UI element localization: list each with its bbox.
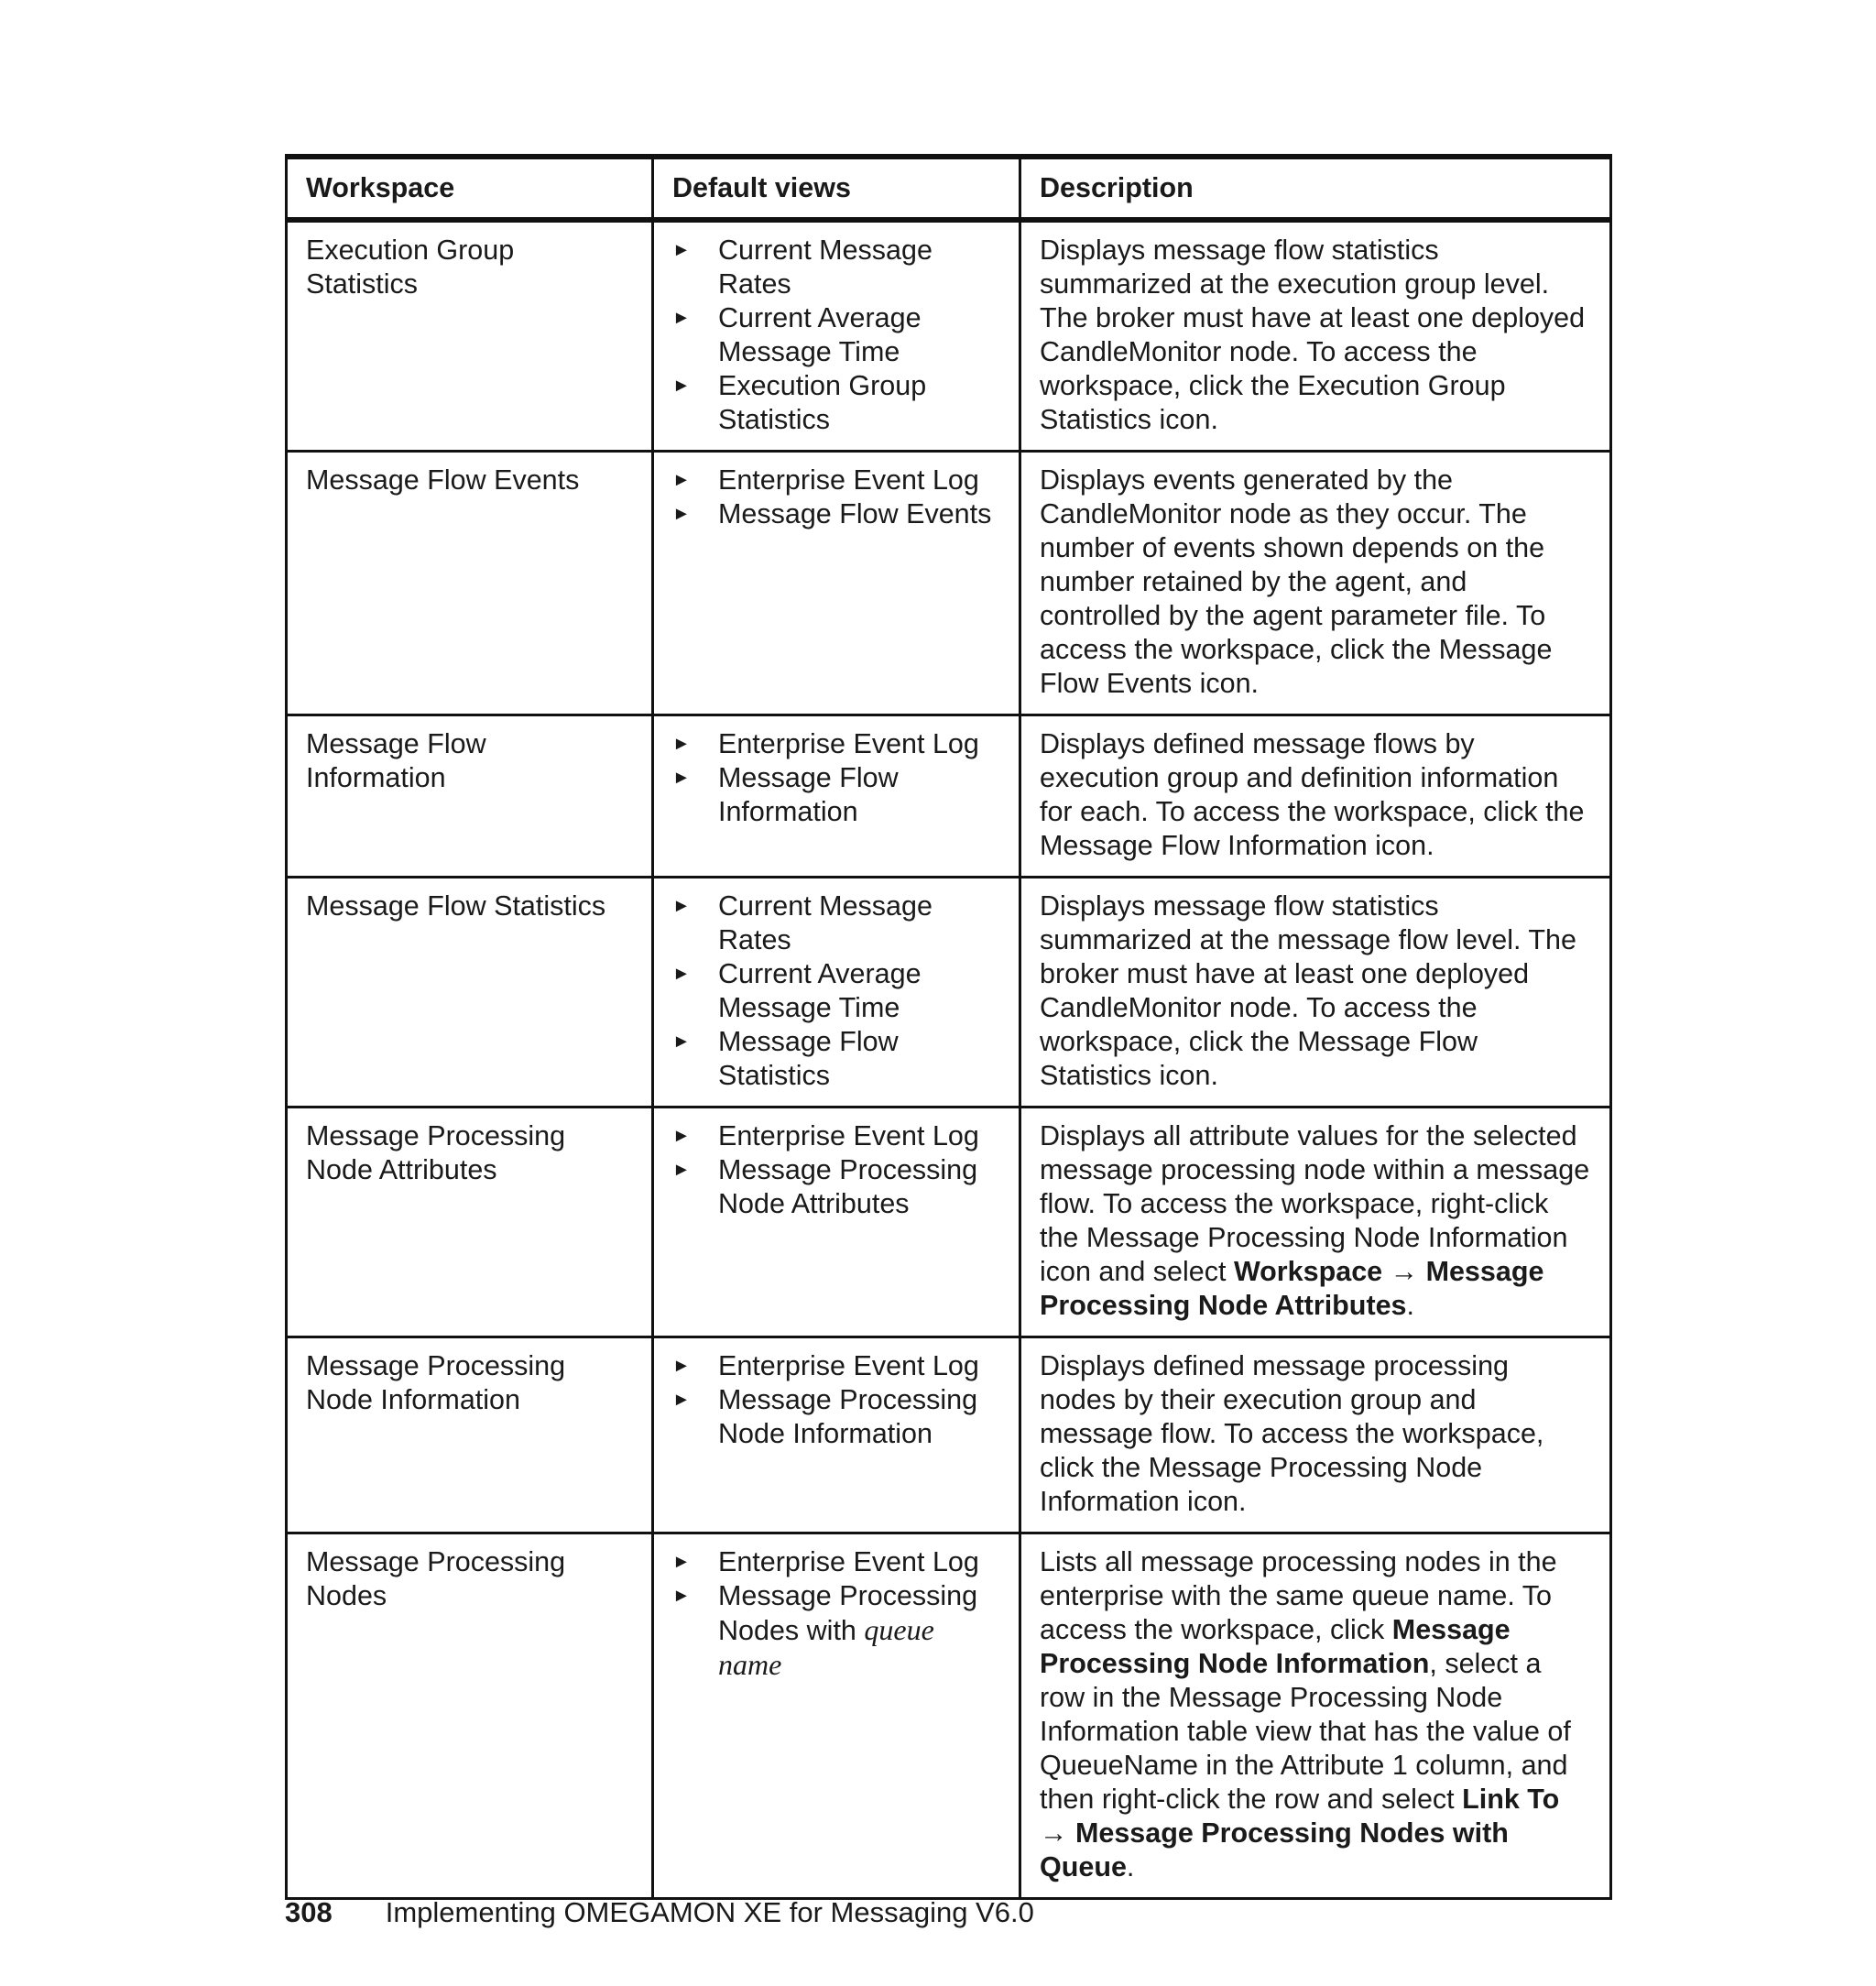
view-label: Enterprise Event Log	[718, 1120, 979, 1151]
view-label: Message Processing Nodes with	[718, 1580, 978, 1646]
description-bold-text: Workspace → Message Processing Node Attributes	[1040, 1256, 1544, 1321]
view-label: Current Average Message Time	[718, 302, 922, 367]
bullet-arrow-icon: ►	[672, 1031, 691, 1052]
view-item	[672, 727, 1000, 761]
view-label: Message Flow Information	[718, 762, 899, 827]
header-default-views: Default views	[653, 157, 1020, 220]
description-text: Displays events generated by the CandleMonitor node as they occur. The number of events shown depends on the number retained by the agent, and controlled by the agent parameter file. To access the workspace, click the Message Flow Events icon.	[1040, 464, 1553, 699]
view-item	[672, 234, 1000, 301]
bullet-arrow-icon: ►	[672, 376, 691, 396]
cell-workspace: Message Flow Statistics	[287, 878, 653, 1108]
view-item	[672, 761, 1000, 829]
bullet-arrow-icon: ►	[672, 1390, 691, 1410]
description-text: .	[1126, 1851, 1135, 1882]
view-item	[672, 1025, 1000, 1093]
view-item	[672, 1383, 1000, 1451]
views-list	[672, 889, 1000, 1093]
view-label: Enterprise Event Log	[718, 728, 979, 759]
cell-description	[1020, 220, 1611, 452]
views-list	[672, 234, 1000, 437]
view-item	[672, 1579, 1000, 1683]
description-text: Displays all attribute values for the selected message processing node within a message flow. To access the workspace, right-click the Message Processing Node Information icon and select	[1040, 1120, 1590, 1287]
view-label: Message Flow Events	[718, 498, 992, 529]
description-bold-text: Message Processing Node Information	[1040, 1614, 1511, 1679]
description-text: Displays defined message processing nodes by their execution group and message flow. To access the workspace, click the Message Processing Node Information icon.	[1040, 1350, 1544, 1517]
bullet-arrow-icon: ►	[672, 308, 691, 328]
view-label: Current Message Rates	[718, 235, 933, 300]
view-label: Message Processing Node Information	[718, 1384, 978, 1449]
bullet-arrow-icon: ►	[672, 896, 691, 916]
bullet-arrow-icon: ►	[672, 504, 691, 524]
view-item	[672, 301, 1000, 369]
cell-default-views	[653, 220, 1020, 452]
cell-workspace: Execution Group Statistics	[287, 220, 653, 452]
table-row	[287, 220, 1611, 452]
bullet-arrow-icon: ►	[672, 964, 691, 984]
header-workspace: Workspace	[287, 157, 653, 220]
view-item	[672, 889, 1000, 957]
cell-description	[1020, 1337, 1611, 1533]
views-list	[672, 1545, 1000, 1683]
description-text: Displays defined message flows by execution group and definition information for each. To access the workspace, click the Message Flow Information icon.	[1040, 728, 1585, 861]
table-row	[287, 452, 1611, 715]
cell-workspace: Message Processing Node Attributes	[287, 1108, 653, 1337]
view-item	[672, 369, 1000, 437]
book-title: Implementing OMEGAMON XE for Messaging V6.0	[385, 1896, 1034, 1928]
table-row	[287, 1108, 1611, 1337]
bullet-arrow-icon: ►	[672, 1126, 691, 1146]
description-text: Displays message flow statistics summarized at the execution group level. The broker must have at least one deployed CandleMonitor node. To access the workspace, click the Execution Group Statistics icon.	[1040, 235, 1586, 435]
view-item	[672, 464, 1000, 497]
page-footer	[285, 1894, 1034, 1931]
cell-description	[1020, 715, 1611, 878]
view-label: Enterprise Event Log	[718, 1350, 979, 1381]
description-text: .	[1406, 1290, 1415, 1321]
view-item	[672, 1119, 1000, 1153]
table-row	[287, 1533, 1611, 1899]
bullet-arrow-icon: ►	[672, 240, 691, 260]
bullet-arrow-icon: ►	[672, 1586, 691, 1606]
cell-default-views	[653, 1337, 1020, 1533]
cell-description	[1020, 878, 1611, 1108]
cell-workspace: Message Flow Events	[287, 452, 653, 715]
view-item	[672, 1349, 1000, 1383]
cell-default-views	[653, 452, 1020, 715]
view-item	[672, 1545, 1000, 1579]
view-label: Enterprise Event Log	[718, 1546, 979, 1577]
cell-description	[1020, 452, 1611, 715]
table-body	[287, 220, 1611, 1899]
cell-default-views	[653, 1108, 1020, 1337]
description-text: , select a row in the Message Processing Node Information table view that has the value of QueueName in the Attribute 1 column, and then right-click the row and select	[1040, 1648, 1571, 1815]
header-description: Description	[1020, 157, 1611, 220]
table-row	[287, 715, 1611, 878]
bullet-arrow-icon: ►	[672, 470, 691, 490]
cell-default-views	[653, 715, 1020, 878]
cell-workspace: Message Processing Node Information	[287, 1337, 653, 1533]
views-list	[672, 727, 1000, 829]
cell-workspace: Message Processing Nodes	[287, 1533, 653, 1899]
view-label: Current Average Message Time	[718, 958, 922, 1023]
views-list	[672, 1119, 1000, 1221]
cell-description	[1020, 1533, 1611, 1899]
description-text: Lists all message processing nodes in the enterprise with the same queue name. To access the workspace, click	[1040, 1546, 1557, 1645]
cell-default-views	[653, 878, 1020, 1108]
view-item	[672, 957, 1000, 1025]
table-row	[287, 1337, 1611, 1533]
view-label: Enterprise Event Log	[718, 464, 979, 496]
view-label: Execution Group Statistics	[718, 370, 927, 435]
bullet-arrow-icon: ►	[672, 1552, 691, 1572]
view-label: Message Flow Statistics	[718, 1026, 899, 1091]
view-label: Message Processing Node Attributes	[718, 1154, 978, 1219]
view-item	[672, 1153, 1000, 1221]
cell-description	[1020, 1108, 1611, 1337]
views-list	[672, 464, 1000, 531]
bullet-arrow-icon: ►	[672, 734, 691, 754]
view-label: Current Message Rates	[718, 890, 933, 955]
cell-default-views	[653, 1533, 1020, 1899]
description-bold-text: Link To → Message Processing Nodes with Queue	[1040, 1784, 1560, 1882]
page-number: 308	[285, 1896, 333, 1928]
bullet-arrow-icon: ►	[672, 1356, 691, 1376]
views-list	[672, 1349, 1000, 1451]
table-row	[287, 878, 1611, 1108]
bullet-arrow-icon: ►	[672, 768, 691, 788]
cell-workspace: Message Flow Information	[287, 715, 653, 878]
description-text: Displays message flow statistics summarized at the message flow level. The broker must have at least one deployed CandleMonitor node. To access the workspace, click the Message Flow Statistics icon.	[1040, 890, 1576, 1091]
bullet-arrow-icon: ►	[672, 1160, 691, 1180]
view-item	[672, 497, 1000, 531]
workspace-table	[285, 154, 1612, 1900]
view-label-italic: queue name	[718, 1613, 934, 1681]
table-header-row	[287, 157, 1611, 220]
